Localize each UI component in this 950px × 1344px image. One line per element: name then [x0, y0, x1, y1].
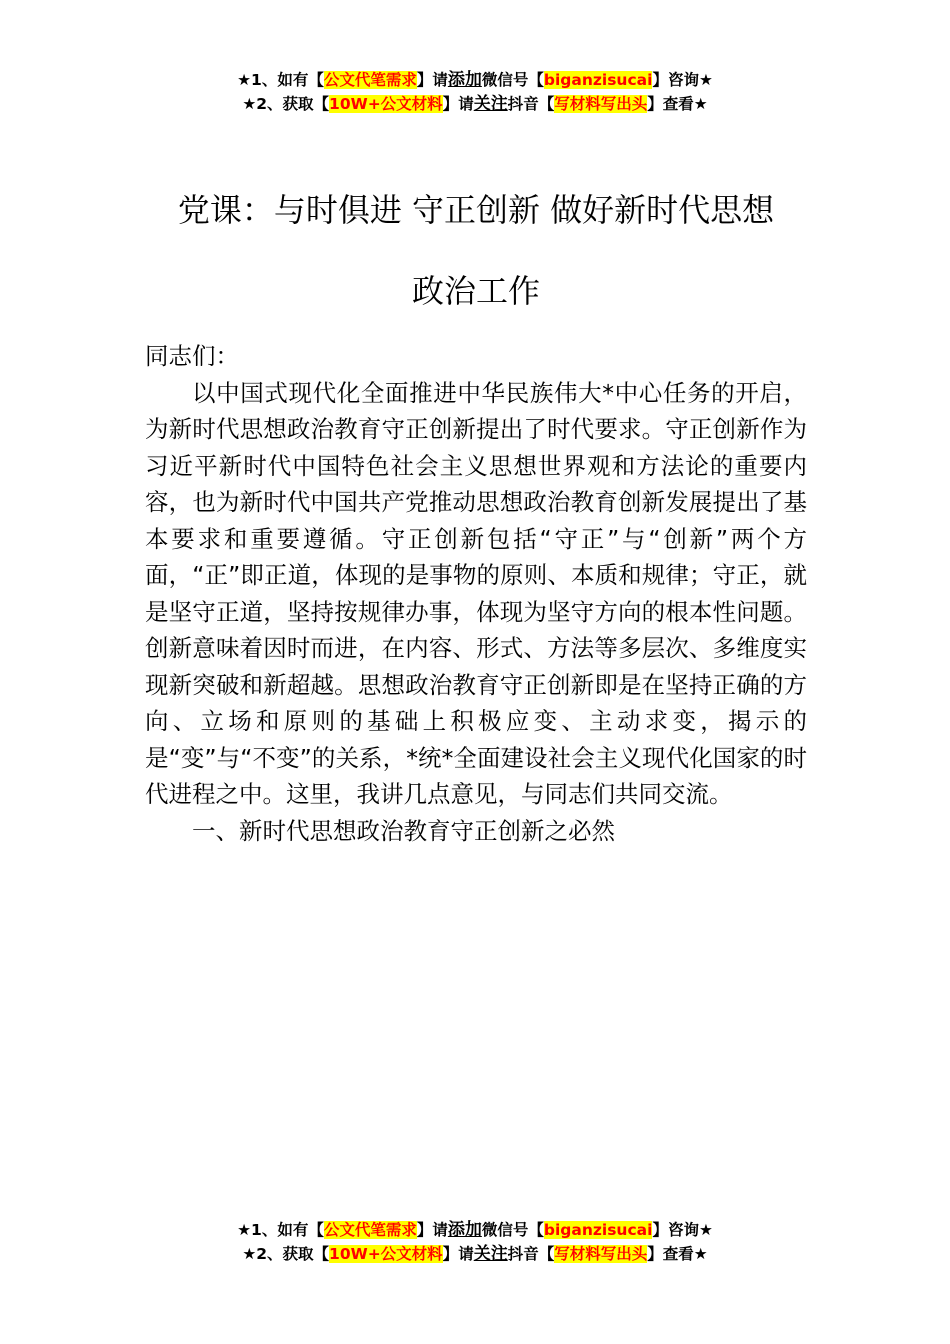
highlight-douyin-account: 写材料写出头	[554, 95, 648, 113]
banner-text: ★2、获取【	[242, 95, 330, 113]
header-banner	[0, 68, 950, 116]
banner-text: 】咨询★	[652, 71, 713, 89]
document-body	[145, 338, 807, 849]
highlight-materials: 10W+公文材料	[329, 95, 443, 113]
banner-text: 】请	[416, 71, 448, 89]
body-paragraph: 以中国式现代化全面推进中华民族伟大*中心任务的开启，为新时代思想政治教育守正创新提出了时代要求。守正创新作为习近平新时代中国特色社会主义思想世界观和方法论的重要内容，也为新时代中国共产党推动思想政治教育创新发展提出了基本要求和重要遵循。守正创新包括“守正”与“创新”两个方面，“正”即正道，体现的是事物的原则、本质和规律；守正，就是坚守正道，坚持按规律办事，体现为坚守方向的根本性问题。创新意味着因时而进，在内容、形式、方法等多层次、多维度实现新突破和新超越。思想政治教育守正创新即是在坚持正确的方向、立场和原则的基础上积极应变、主动求变，揭示的是“变”与“不变”的关系，*统*全面建设社会主义现代化国家的时代进程之中。这里，我讲几点意见，与同志们共同交流。	[145, 378, 807, 808]
banner-text: 微信号【	[481, 71, 544, 89]
title-line-1: 党课：与时俱进 守正创新 做好新时代思想	[177, 191, 775, 229]
banner-text: ★2、获取【	[242, 1245, 330, 1263]
banner-text: ★1、如有【	[237, 1221, 324, 1239]
highlight-douyin-account: 写材料写出头	[554, 1245, 648, 1263]
banner-text: 微信号【	[481, 1221, 544, 1239]
highlight-wechat-id: biganzisucai	[543, 71, 653, 89]
footer-banner	[0, 1218, 950, 1266]
underlined-text: 关注	[473, 94, 508, 114]
underlined-text: 关注	[473, 1244, 508, 1264]
highlight-service: 公文代笔需求	[323, 71, 417, 89]
banner-line-1	[0, 68, 950, 92]
banner-line-1	[0, 1218, 950, 1242]
underlined-text: 添加	[447, 70, 482, 90]
banner-text: 抖音【	[507, 1245, 555, 1263]
highlight-service: 公文代笔需求	[323, 1221, 417, 1239]
underlined-text: 添加	[447, 1220, 482, 1240]
banner-text: 】咨询★	[652, 1221, 713, 1239]
salutation: 同志们：	[145, 342, 239, 370]
banner-text: 】查看★	[647, 1245, 708, 1263]
banner-text: 】请	[442, 95, 474, 113]
banner-text: 】查看★	[647, 95, 708, 113]
page-title	[145, 170, 807, 332]
section-heading: 一、新时代思想政治教育守正创新之必然	[192, 816, 615, 845]
highlight-materials: 10W+公文材料	[329, 1245, 443, 1263]
title-line-2: 政治工作	[411, 272, 540, 310]
highlight-wechat-id: biganzisucai	[543, 1221, 653, 1239]
banner-text: 抖音【	[507, 95, 555, 113]
banner-text: 】请	[416, 1221, 448, 1239]
banner-line-2	[0, 1242, 950, 1266]
banner-text: 】请	[442, 1245, 474, 1263]
banner-line-2	[0, 92, 950, 116]
banner-text: ★1、如有【	[237, 71, 324, 89]
